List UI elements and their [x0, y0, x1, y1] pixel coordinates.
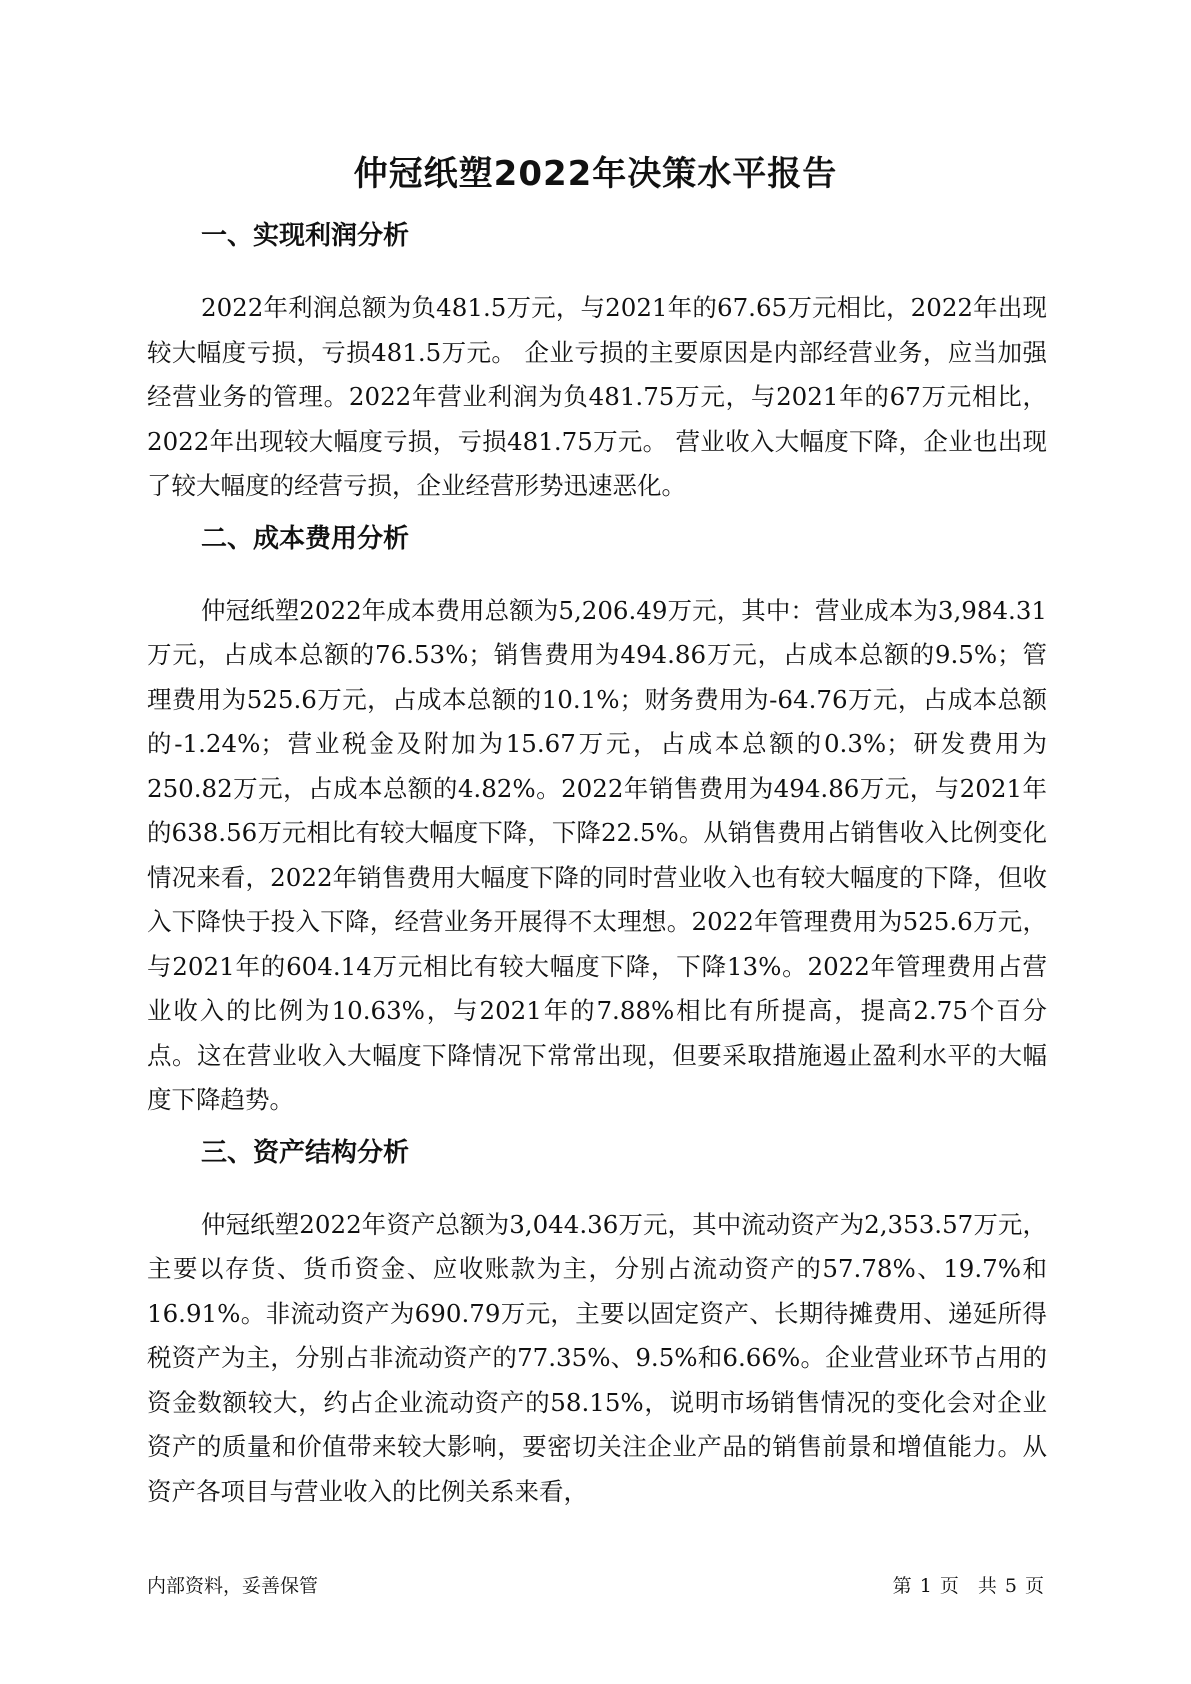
section-paragraph: 2022年利润总额为负481.5万元，与2021年的67.65万元相比，2022年出现较大幅度亏损，亏损481.5万元。 企业亏损的主要原因是内部经营业务，应当加强经营业务的管理。2022年营业利润为负481.75万元，与2021年的67万元相比，2022年出现较大幅度亏损，亏损481.75万元。 营业收入大幅度下降，企业也出现了较大幅度的经营亏损，企业经营形势迅速恶化。 [147, 293, 1047, 500]
section-paragraph: 仲冠纸塑2022年成本费用总额为5,206.49万元，其中：营业成本为3,984.31万元，占成本总额的76.53%；销售费用为494.86万元，占成本总额的9.5%；管理费用为525.6万元，占成本总额的10.1%；财务费用为-64.76万元，占成本总额的-1.24%；营业税金及附加为15.67万元，占成本总额的0.3%；研发费用为250.82万元，占成本总额的4.82%。2022年销售费用为494.86万元，与2021年的638.56万元相比有较大幅度下降，下降22.5%。从销售费用占销售收入比例变化情况来看，2022年销售费用大幅度下降的同时营业收入也有较大幅度的下降，但收入下降快于投入下降，经营业务开展得不太理想。2022年管理费用为525.6万元，与2021年的604.14万元相比有较大幅度下降，下降13%。2022年管理费用占营业收入的比例为10.63%，与2021年的7.88%相比有所提高，提高2.75个百分点。这在营业收入大幅度下降情况下常常出现，但要采取措施遏止盈利水平的大幅度下降趋势。 [147, 595, 1047, 1114]
section-paragraph: 仲冠纸塑2022年资产总额为3,044.36万元，其中流动资产为2,353.57万元，主要以存货、货币资金、应收账款为主，分别占流动资产的57.78%、19.7%和16.91%。非流动资产为690.79万元，主要以固定资产、长期待摊费用、递延所得税资产为主，分别占非流动资产的77.35%、9.5%和6.66%。企业营业环节占用的资金数额较大，约占企业流动资产的58.15%，说明市场销售情况的变化会对企业资产的质量和价值带来较大影响，要密切关注企业产品的销售前景和增值能力。从资产各项目与营业收入的比例关系来看， [147, 1209, 1047, 1506]
section-heading: 二、成本费用分析 [201, 523, 410, 554]
section-heading: 一、实现利润分析 [201, 221, 410, 251]
section-heading: 三、资产结构分析 [201, 1137, 410, 1168]
footer-page-number: 第 1 页 共 5 页 [892, 1575, 1044, 1597]
document-body [147, 222, 1047, 1530]
section-profit-analysis [147, 222, 1047, 509]
footer-confidential-note: 内部资料，妥善保管 [147, 1575, 319, 1597]
document-title: 仲冠纸塑2022年决策水平报告 [353, 154, 838, 194]
section-asset-structure-analysis [147, 1139, 1047, 1515]
section-cost-analysis [147, 525, 1047, 1123]
